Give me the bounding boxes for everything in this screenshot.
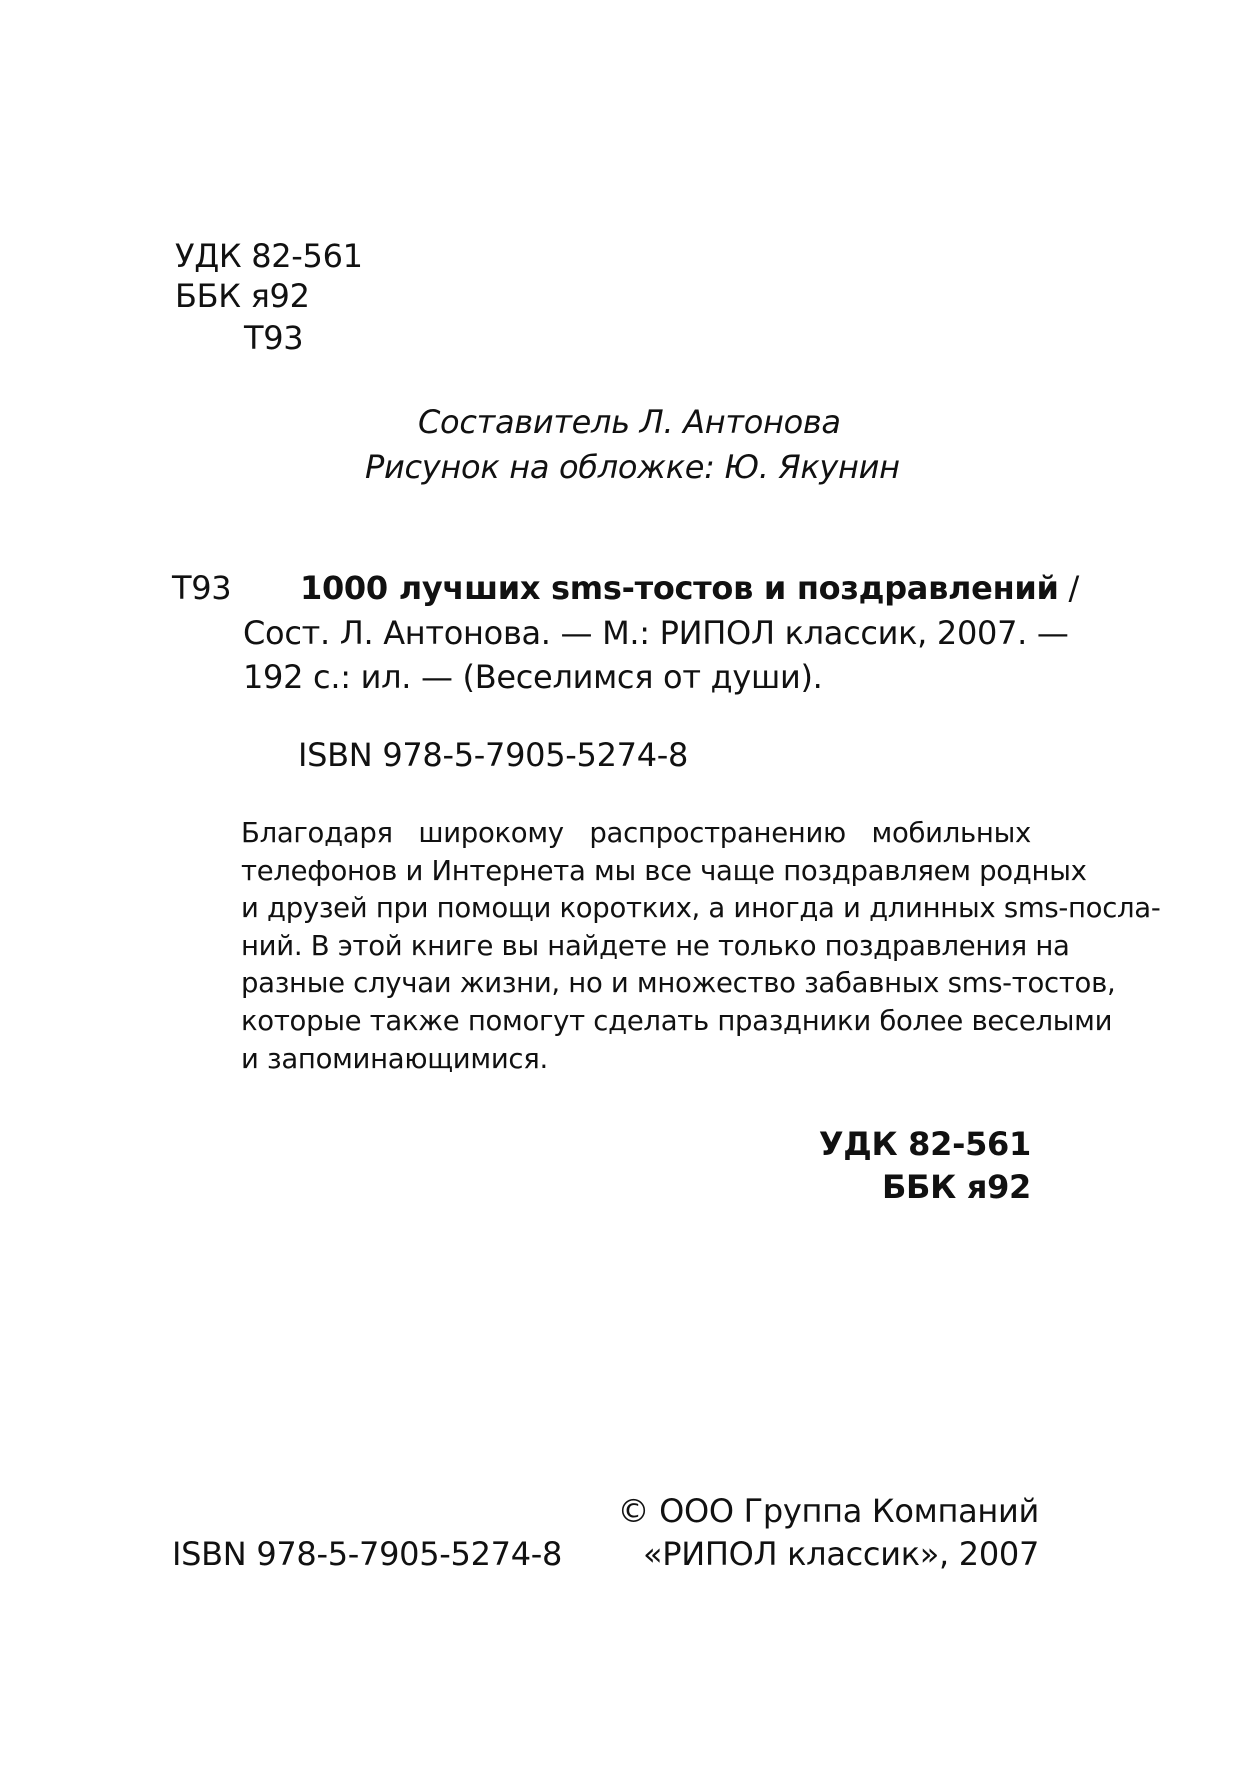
compiler-credit: Составитель Л. Антонова bbox=[418, 403, 841, 441]
bbk-code-top: ББК я92 bbox=[175, 277, 310, 315]
annotation-line: телефонов и Интернета мы все чаще поздравляем родных bbox=[241, 854, 1087, 887]
author-mark-top: Т93 bbox=[244, 319, 304, 357]
catalog-author-mark: Т93 bbox=[172, 569, 232, 607]
footer-isbn: ISBN 978-5-7905-5274-8 bbox=[172, 1535, 563, 1573]
annotation-line: ний. В этой книге вы найдете не только поздравления на bbox=[241, 929, 1070, 962]
title-separator: / bbox=[1068, 569, 1079, 607]
catalog-isbn: ISBN 978-5-7905-5274-8 bbox=[298, 736, 689, 774]
annotation-line: и запоминающимися. bbox=[241, 1042, 548, 1075]
copyright-line-2: «РИПОЛ классик», 2007 bbox=[642, 1535, 1039, 1573]
book-title: 1000 лучших sms-тостов и поздравлений bbox=[300, 569, 1059, 607]
annotation-line: которые также помогут сделать праздники более веселыми bbox=[241, 1004, 1113, 1037]
cover-art-credit: Рисунок на обложке: Ю. Якунин bbox=[365, 448, 900, 486]
annotation-line: Благодаря широкому распространению мобильных bbox=[241, 817, 1031, 849]
annotation-line: и друзей при помощи коротких, а иногда и длинных sms-посла- bbox=[241, 892, 1161, 925]
bbk-code-bottom: ББК я92 bbox=[881, 1168, 1031, 1206]
udk-code-bottom: УДК 82-561 bbox=[818, 1125, 1031, 1163]
annotation-paragraph bbox=[241, 815, 1161, 1078]
udk-code-top: УДК 82-561 bbox=[175, 237, 363, 275]
annotation-line: разные случаи жизни, но и множество забавных sms-тостов, bbox=[241, 967, 1116, 1000]
catalog-line-2: Сост. Л. Антонова. — М.: РИПОЛ классик, 2007. — bbox=[243, 614, 1069, 652]
catalog-line-3: 192 с.: ил. — (Веселимся от души). bbox=[243, 658, 823, 696]
catalog-title-line bbox=[300, 568, 1079, 608]
copyright-line-1: © ООО Группа Компаний bbox=[617, 1492, 1039, 1530]
